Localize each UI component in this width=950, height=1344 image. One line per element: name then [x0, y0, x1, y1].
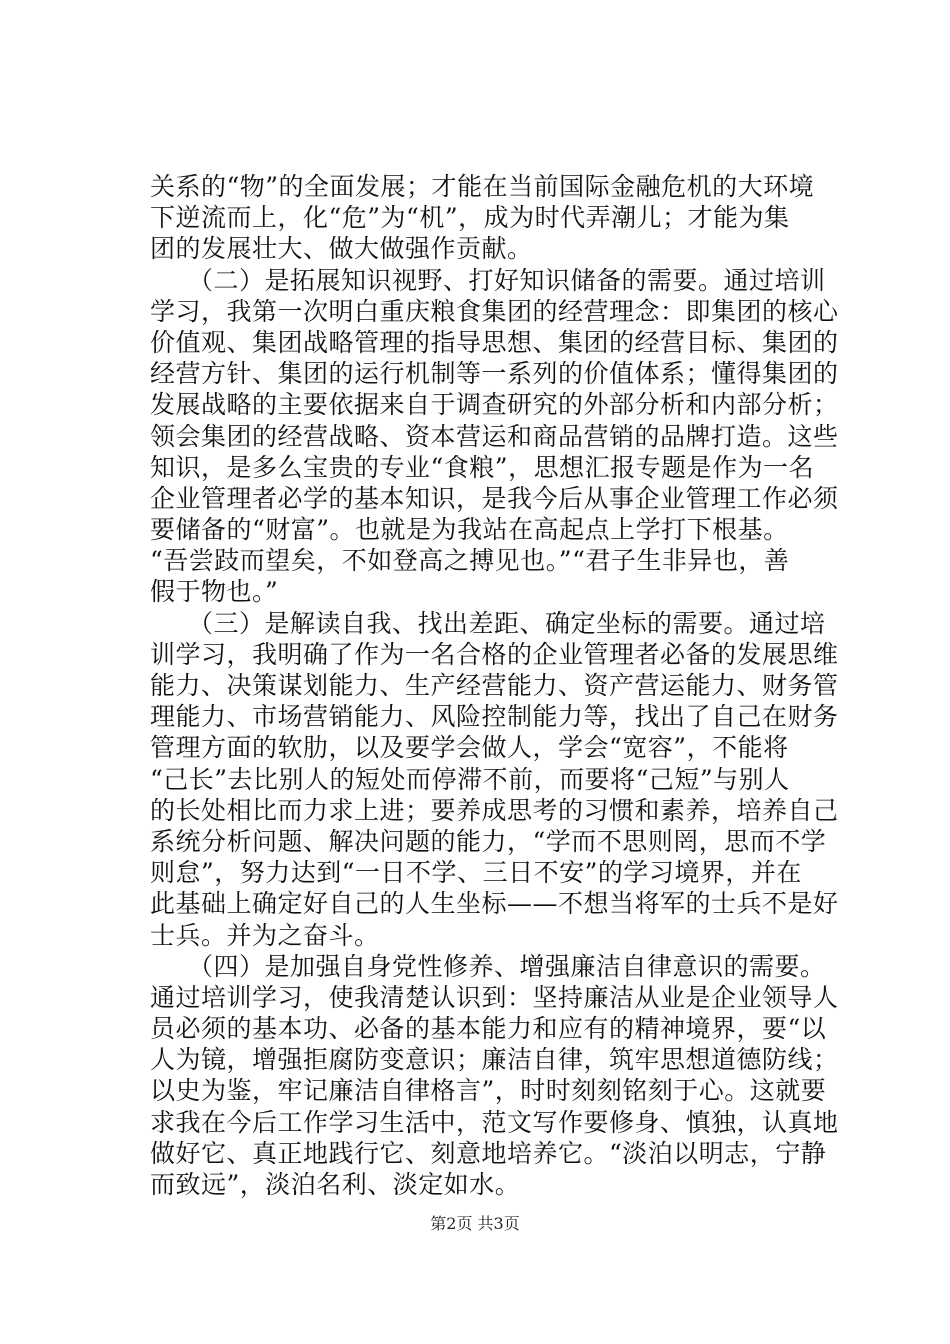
text-line: 价值观、集团战略管理的指导思想、集团的经营目标、集团的	[150, 327, 839, 357]
text-line: 理能力、市场营销能力、风险控制能力等，找出了自己在财务	[150, 702, 839, 732]
text-line: 能力、决策谋划能力、生产经营能力、资产营运能力、财务管	[150, 671, 839, 700]
text-line: 求我在今后工作学习生活中，范文写作要修身、慎独，认真地	[150, 1107, 839, 1137]
text-line: 领会集团的经营战略、资本营运和商品营销的品牌打造。这些	[150, 421, 839, 451]
text-line: 要储备的“财富”。也就是为我站在高起点上学打下根基。	[150, 515, 789, 545]
text-line: “吾尝跂而望矣，不如登高之搏见也。”“君子生非异也，善	[150, 546, 790, 576]
paragraph-start-line: （四）是加强自身党性修养、增强廉洁自律意识的需要。	[188, 951, 826, 981]
text-line: 的长处相比而力求上进；要养成思考的习惯和素养，培养自己	[150, 795, 839, 825]
text-line: 系统分析问题、解决问题的能力，“学而不思则罔，思而不学	[150, 826, 827, 856]
text-line: 员必须的基本功、必备的基本能力和应有的精神境界，要“以	[150, 1014, 827, 1044]
text-line: 知识，是多么宝贵的专业“食粮”，思想汇报专题是作为一名	[150, 452, 815, 482]
page-footer	[0, 1214, 950, 1234]
text-line: 企业管理者必学的基本知识，是我今后从事企业管理工作必须	[150, 483, 839, 513]
text-line: 人为镜，增强拒腐防变意识；廉洁自律，筑牢思想道德防线；	[150, 1045, 839, 1075]
text-line: 关系的“物”的全面发展；才能在当前国际金融危机的大环境	[150, 172, 815, 201]
text-line: 经营方针、集团的运行机制等一系列的价值体系；懂得集团的	[150, 359, 839, 389]
text-line: “己长”去比别人的短处而停滞不前，而要将“己短”与别人	[150, 764, 790, 794]
text-line: 做好它、真正地践行它、刻意地培养它。“淡泊以明志，宁静	[150, 1138, 827, 1168]
text-line: 而致远”，淡泊名利、淡定如水。	[150, 1170, 521, 1199]
text-line: 以史为鉴，牢记廉洁自律格言”，时时刻刻铭刻于心。这就要	[150, 1076, 827, 1106]
text-line: 此基础上确定好自己的人生坐标——不想当将军的士兵不是好	[150, 889, 839, 919]
document-body	[150, 171, 850, 1200]
text-line: 通过培训学习，使我清楚认识到：坚持廉洁从业是企业领导人	[150, 982, 839, 1012]
text-line: 管理方面的软肋，以及要学会做人，学会“宽容”，不能将	[150, 733, 789, 763]
page-number: 第2页 共3页	[430, 1214, 520, 1233]
text-line: 则怠”，努力达到“一日不学、三日不安”的学习境界，并在	[150, 858, 802, 888]
text-line: 团的发展壮大、做大做强作贡献。	[150, 234, 533, 264]
paragraph-start-line: （二）是拓展知识视野、打好知识储备的需要。通过培训	[188, 265, 826, 295]
paragraph-start-line: （三）是解读自我、找出差距、确定坐标的需要。通过培	[188, 608, 826, 638]
text-line: 下逆流而上，化“危”为“机”，成为时代弄潮儿；才能为集	[150, 203, 790, 233]
text-line: 训学习，我明确了作为一名合格的企业管理者必备的发展思维	[150, 639, 839, 669]
text-line: 发展战略的主要依据来自于调查研究的外部分析和内部分析；	[150, 390, 839, 420]
text-line: 士兵。并为之奋斗。	[150, 920, 380, 950]
text-line: 假于物也。”	[150, 577, 279, 607]
text-line: 学习，我第一次明白重庆粮食集团的经营理念：即集团的核心	[150, 296, 839, 326]
